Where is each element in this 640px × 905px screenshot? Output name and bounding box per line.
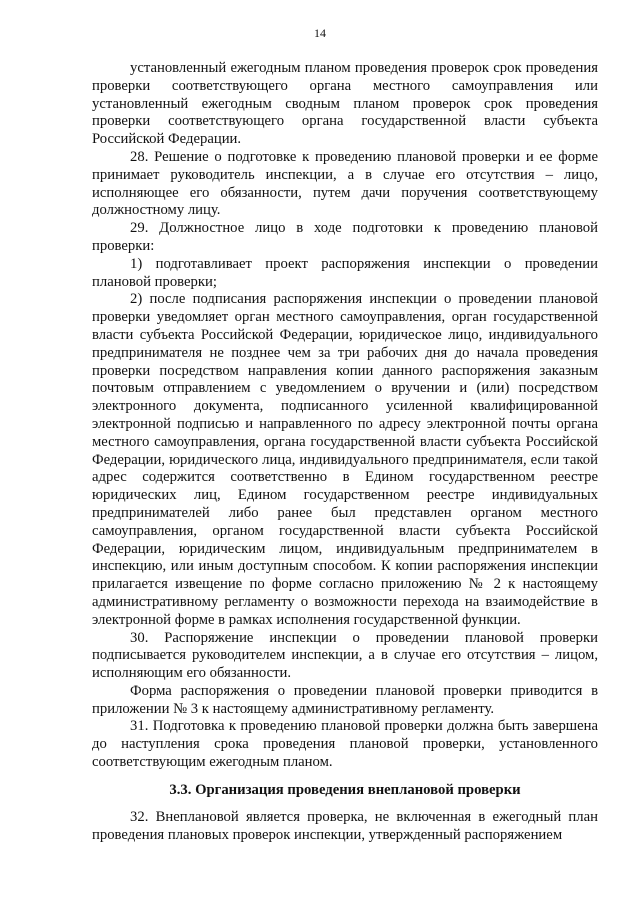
section-heading: 3.3. Организация проведения внеплановой проверки <box>169 781 521 798</box>
paragraph-28: 28. Решение о подготовке к проведению плановой проверки и ее форме принимает руководитель инспекции, а в случае его отсутствия – лицо, исполняющее его обязанности, путем дачи поручения соответствующему должностному лицу. <box>92 148 598 219</box>
paragraph-29-item-1: 1) подготавливает проект распоряжения инспекции о проведении плановой проверки; <box>92 255 598 290</box>
page-number: 14 <box>314 26 326 40</box>
paragraph-continuation: установленный ежегодным планом проведения проверок срок проведения проверки соответствующего органа местного самоуправления или установленный ежегодным сводным планом проверок срок проведения проверки соответствующего органа государственной власти субъекта Российской Федерации. <box>92 60 598 148</box>
paragraph-29-item-2: 2) после подписания распоряжения инспекции о проведении плановой проверки уведомляет орган местного самоуправления, орган государственной власти субъекта Российской Федерации, юридическое лицо, индивидуального предпринимателя не позднее чем за три рабочих дня до начала проведения проверки посредством направления копии данного распоряжения заказным почтовым отправлением с уведомлением о вручении и (или) посредством электронного документа, подписанного усиленной квалифицированной электронной подписью и направленного по адресу электронной почты органа местного самоуправления, органа государственной власти субъекта Российской Федерации, юридического лица, индивидуального предпринимателя, если такой адрес содержится соответственно в Едином государственном реестре юридических лиц, Едином государственном реестре индивидуальных предпринимателей либо ранее был представлен органом местного самоуправления, органом государственной власти субъекта Российской Федерации, юридическим лицом, индивидуальным предпринимателем в инспекцию, или иным доступным способом. К копии распоряжения инспекции прилагается извещение по форме согласно приложению № 2 к настоящему административному регламенту о возможности перехода на взаимодействие в электронной форме в рамках исполнения государственной функции. <box>92 291 598 628</box>
document-body <box>92 60 598 844</box>
paragraph-29: 29. Должностное лицо в ходе подготовки к проведению плановой проверки: <box>92 220 598 254</box>
paragraph-32: 32. Внеплановой является проверка, не включенная в ежегодный план проведения плановых проверок инспекции, утвержденный распоряжением <box>92 808 598 843</box>
paragraph-30: 30. Распоряжение инспекции о проведении плановой проверки подписывается руководителем инспекции, а в случае его отсутствия – лицом, исполняющим его обязанности. <box>92 629 598 682</box>
paragraph-form-note: Форма распоряжения о проведении плановой проверки приводится в приложении № 3 к настоящему административному регламенту. <box>92 682 598 717</box>
paragraph-31: 31. Подготовка к проведению плановой проверки должна быть завершена до наступления срока проведения плановой проверки, установленного соответствующим ежегодным планом. <box>92 718 598 771</box>
